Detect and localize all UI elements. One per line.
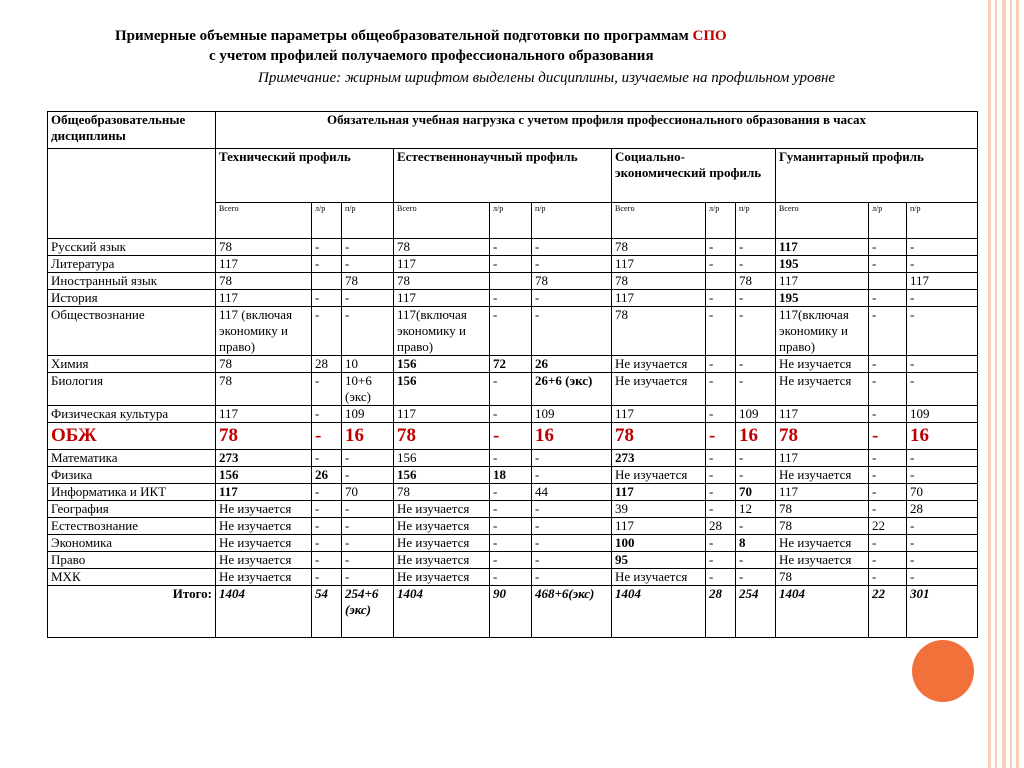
hours-cell-technical-practical: 16 bbox=[342, 423, 394, 450]
hours-cell-socio-economic-lab: - bbox=[706, 256, 736, 273]
subheader-humanities-practical: п/р bbox=[907, 203, 978, 239]
hours-cell-socio-economic-total: 117 bbox=[612, 256, 706, 273]
hours-cell-humanities-lab: - bbox=[869, 450, 907, 467]
hours-cell-socio-economic-total: 117 bbox=[612, 484, 706, 501]
hours-cell-natural-science-lab: - bbox=[490, 373, 532, 406]
hours-cell-technical-total: 78 bbox=[216, 356, 312, 373]
discipline-name: Право bbox=[48, 552, 216, 569]
hours-cell-humanities-practical: - bbox=[907, 356, 978, 373]
hours-cell-technical-lab: - bbox=[312, 256, 342, 273]
hours-cell-technical-lab: - bbox=[312, 569, 342, 586]
hours-cell-socio-economic-total: Не изучается bbox=[612, 356, 706, 373]
hours-cell-socio-economic-lab: - bbox=[706, 501, 736, 518]
hours-cell-socio-economic-total: 117 bbox=[612, 290, 706, 307]
hours-cell-humanities-lab: - bbox=[869, 239, 907, 256]
hours-cell-humanities-practical: - bbox=[907, 518, 978, 535]
hours-cell-technical-total: 117 bbox=[216, 290, 312, 307]
hours-cell-humanities-total: 195 bbox=[776, 290, 869, 307]
hours-cell-natural-science-total: 117 bbox=[394, 256, 490, 273]
hours-cell-technical-total: 273 bbox=[216, 450, 312, 467]
hours-cell-socio-economic-lab: - bbox=[706, 423, 736, 450]
hours-cell-socio-economic-practical: - bbox=[736, 552, 776, 569]
hours-cell-technical-practical: 10 bbox=[342, 356, 394, 373]
profile-natural-science: Естественнонаучный профиль bbox=[394, 149, 612, 203]
discipline-name: Математика bbox=[48, 450, 216, 467]
hours-cell-socio-economic-total: 78 bbox=[612, 239, 706, 256]
hours-cell-socio-economic-total: Не изучается bbox=[612, 373, 706, 406]
hours-cell-humanities-total: 195 bbox=[776, 256, 869, 273]
hours-cell-socio-economic-practical: - bbox=[736, 467, 776, 484]
hours-cell-natural-science-practical: 109 bbox=[532, 406, 612, 423]
hours-cell-humanities-lab: - bbox=[869, 290, 907, 307]
table-row bbox=[48, 307, 978, 356]
hours-cell-technical-lab: - bbox=[312, 373, 342, 406]
hours-cell-technical-practical: - bbox=[342, 518, 394, 535]
hours-cell-socio-economic-total: 117 bbox=[612, 406, 706, 423]
subheader-technical-total: Всего bbox=[216, 203, 312, 239]
hours-cell-humanities-total: Не изучается bbox=[776, 535, 869, 552]
hours-cell-technical-total: Не изучается bbox=[216, 535, 312, 552]
subheader-natural-science-lab: л/р bbox=[490, 203, 532, 239]
hours-cell-humanities-practical: - bbox=[907, 535, 978, 552]
hours-cell-technical-lab: - bbox=[312, 450, 342, 467]
hours-cell-socio-economic-practical: 16 bbox=[736, 423, 776, 450]
hours-cell-humanities-total: 117 bbox=[776, 273, 869, 290]
hours-cell-technical-practical: - bbox=[342, 467, 394, 484]
subheader-socio-economic-lab: л/р bbox=[706, 203, 736, 239]
hours-cell-technical-lab: - bbox=[312, 290, 342, 307]
hours-cell-natural-science-lab: - bbox=[490, 307, 532, 356]
hours-cell-technical-lab: - bbox=[312, 518, 342, 535]
hours-cell-humanities-practical: - bbox=[907, 552, 978, 569]
total-cell-socio-economic-practical: 254 bbox=[736, 586, 776, 638]
hours-cell-natural-science-practical: - bbox=[532, 239, 612, 256]
hours-cell-technical-practical: - bbox=[342, 501, 394, 518]
hours-cell-humanities-total: Не изучается bbox=[776, 467, 869, 484]
table-row bbox=[48, 373, 978, 406]
hours-cell-socio-economic-lab: - bbox=[706, 356, 736, 373]
hours-cell-socio-economic-practical: - bbox=[736, 373, 776, 406]
hours-cell-natural-science-total: Не изучается bbox=[394, 518, 490, 535]
hours-cell-natural-science-practical: - bbox=[532, 290, 612, 307]
table-row bbox=[48, 239, 978, 256]
hours-cell-natural-science-total: 117(включая экономику и право) bbox=[394, 307, 490, 356]
hours-cell-technical-lab: - bbox=[312, 307, 342, 356]
hours-cell-technical-practical: - bbox=[342, 307, 394, 356]
hours-cell-natural-science-practical: - bbox=[532, 535, 612, 552]
hours-cell-technical-total: 117 (включая экономику и право) bbox=[216, 307, 312, 356]
hours-cell-humanities-lab: - bbox=[869, 569, 907, 586]
hours-cell-technical-total: 156 bbox=[216, 467, 312, 484]
hours-cell-humanities-lab: - bbox=[869, 356, 907, 373]
hours-cell-socio-economic-practical: - bbox=[736, 239, 776, 256]
total-cell-technical-total: 1404 bbox=[216, 586, 312, 638]
total-cell-socio-economic-lab: 28 bbox=[706, 586, 736, 638]
hours-cell-technical-lab bbox=[312, 273, 342, 290]
hours-cell-socio-economic-lab: - bbox=[706, 406, 736, 423]
hours-cell-natural-science-total: Не изучается bbox=[394, 552, 490, 569]
discipline-name: Иностранный язык bbox=[48, 273, 216, 290]
hours-cell-humanities-total: 117 bbox=[776, 406, 869, 423]
hours-cell-technical-practical: - bbox=[342, 256, 394, 273]
hours-cell-socio-economic-total: 78 bbox=[612, 307, 706, 356]
discipline-name: География bbox=[48, 501, 216, 518]
hours-cell-natural-science-lab: - bbox=[490, 535, 532, 552]
table-row bbox=[48, 569, 978, 586]
hours-cell-natural-science-total: 156 bbox=[394, 356, 490, 373]
hours-cell-humanities-lab: - bbox=[869, 467, 907, 484]
hours-cell-technical-lab: - bbox=[312, 484, 342, 501]
hours-cell-socio-economic-practical: - bbox=[736, 518, 776, 535]
hours-cell-natural-science-total: 156 bbox=[394, 467, 490, 484]
hours-cell-technical-practical: - bbox=[342, 552, 394, 569]
hours-cell-humanities-total: 78 bbox=[776, 423, 869, 450]
hours-table bbox=[47, 111, 978, 638]
table-row bbox=[48, 256, 978, 273]
hours-cell-natural-science-practical: 26 bbox=[532, 356, 612, 373]
hours-cell-humanities-practical: 117 bbox=[907, 273, 978, 290]
hours-cell-natural-science-total: 78 bbox=[394, 273, 490, 290]
total-cell-technical-practical: 254+6 (экс) bbox=[342, 586, 394, 638]
hours-cell-natural-science-lab: 72 bbox=[490, 356, 532, 373]
hours-cell-humanities-total: 78 bbox=[776, 518, 869, 535]
hours-cell-natural-science-lab: - bbox=[490, 569, 532, 586]
hours-cell-technical-total: 78 bbox=[216, 239, 312, 256]
hours-cell-socio-economic-lab: - bbox=[706, 239, 736, 256]
hours-cell-humanities-practical: - bbox=[907, 239, 978, 256]
hours-cell-humanities-practical: - bbox=[907, 373, 978, 406]
table-row bbox=[48, 290, 978, 307]
hours-cell-socio-economic-total: 95 bbox=[612, 552, 706, 569]
subheader-humanities-total: Всего bbox=[776, 203, 869, 239]
hours-cell-humanities-lab: - bbox=[869, 256, 907, 273]
hours-cell-socio-economic-practical: - bbox=[736, 450, 776, 467]
hours-cell-socio-economic-practical: - bbox=[736, 256, 776, 273]
hours-cell-humanities-lab: - bbox=[869, 406, 907, 423]
total-row bbox=[48, 586, 978, 638]
hours-cell-humanities-total: 78 bbox=[776, 569, 869, 586]
hours-cell-natural-science-practical: - bbox=[532, 450, 612, 467]
hours-cell-humanities-lab: - bbox=[869, 484, 907, 501]
hours-cell-technical-lab: - bbox=[312, 406, 342, 423]
table-row bbox=[48, 518, 978, 535]
title-line-2: с учетом профилей получаемого профессионального образования bbox=[209, 48, 654, 64]
table-row bbox=[48, 356, 978, 373]
hours-cell-socio-economic-lab: - bbox=[706, 467, 736, 484]
decorative-stripes bbox=[984, 0, 1024, 768]
title-line-1: Примерные объемные параметры общеобразовательной подготовки по программам СПО bbox=[115, 28, 727, 44]
discipline-name: История bbox=[48, 290, 216, 307]
total-cell-humanities-total: 1404 bbox=[776, 586, 869, 638]
hours-cell-technical-total: 78 bbox=[216, 273, 312, 290]
hours-cell-natural-science-total: 78 bbox=[394, 484, 490, 501]
discipline-name: Физическая культура bbox=[48, 406, 216, 423]
hours-cell-natural-science-practical: 16 bbox=[532, 423, 612, 450]
hours-cell-socio-economic-lab: - bbox=[706, 290, 736, 307]
table-row bbox=[48, 423, 978, 450]
hours-cell-natural-science-total: 156 bbox=[394, 450, 490, 467]
hours-cell-humanities-lab: 22 bbox=[869, 518, 907, 535]
hours-cell-humanities-total: Не изучается bbox=[776, 373, 869, 406]
hours-cell-technical-practical: - bbox=[342, 239, 394, 256]
hours-cell-socio-economic-practical: - bbox=[736, 356, 776, 373]
discipline-name: Экономика bbox=[48, 535, 216, 552]
hours-cell-technical-practical: 70 bbox=[342, 484, 394, 501]
table-row bbox=[48, 535, 978, 552]
subheader-humanities-lab: л/р bbox=[869, 203, 907, 239]
hours-cell-socio-economic-practical: 70 bbox=[736, 484, 776, 501]
hours-cell-technical-lab: - bbox=[312, 535, 342, 552]
hours-cell-technical-lab: - bbox=[312, 501, 342, 518]
hours-cell-technical-total: 117 bbox=[216, 484, 312, 501]
hours-cell-humanities-total: 117(включая экономику и право) bbox=[776, 307, 869, 356]
hours-cell-humanities-practical: - bbox=[907, 256, 978, 273]
table-row bbox=[48, 406, 978, 423]
header-blank bbox=[48, 149, 216, 239]
hours-cell-natural-science-total: Не изучается bbox=[394, 535, 490, 552]
hours-cell-socio-economic-lab: - bbox=[706, 484, 736, 501]
subheader-technical-practical: п/р bbox=[342, 203, 394, 239]
hours-cell-technical-practical: 10+6 (экс) bbox=[342, 373, 394, 406]
hours-cell-humanities-total: 117 bbox=[776, 450, 869, 467]
hours-cell-natural-science-total: 78 bbox=[394, 239, 490, 256]
hours-cell-humanities-total: 117 bbox=[776, 484, 869, 501]
note: Примечание: жирным шрифтом выделены дисциплины, изучаемые на профильном уровне bbox=[258, 70, 836, 86]
hours-cell-natural-science-practical: - bbox=[532, 256, 612, 273]
table-row bbox=[48, 552, 978, 569]
hours-cell-natural-science-total: 78 bbox=[394, 423, 490, 450]
hours-cell-socio-economic-practical: 109 bbox=[736, 406, 776, 423]
hours-cell-humanities-lab: - bbox=[869, 552, 907, 569]
hours-cell-natural-science-practical: 78 bbox=[532, 273, 612, 290]
hours-cell-natural-science-lab: - bbox=[490, 501, 532, 518]
table-row bbox=[48, 484, 978, 501]
hours-cell-technical-total: Не изучается bbox=[216, 501, 312, 518]
hours-cell-natural-science-lab: - bbox=[490, 423, 532, 450]
total-cell-natural-science-total: 1404 bbox=[394, 586, 490, 638]
header-disciplines: Общеобразовательные дисциплины bbox=[48, 112, 216, 149]
hours-cell-humanities-lab: - bbox=[869, 501, 907, 518]
hours-cell-natural-science-lab: - bbox=[490, 239, 532, 256]
total-cell-technical-lab: 54 bbox=[312, 586, 342, 638]
hours-cell-technical-total: 117 bbox=[216, 406, 312, 423]
hours-cell-technical-lab: 26 bbox=[312, 467, 342, 484]
hours-cell-natural-science-lab: - bbox=[490, 290, 532, 307]
hours-cell-humanities-total: 78 bbox=[776, 501, 869, 518]
hours-cell-humanities-lab: - bbox=[869, 373, 907, 406]
hours-cell-socio-economic-total: 39 bbox=[612, 501, 706, 518]
hours-cell-technical-lab: - bbox=[312, 423, 342, 450]
total-label: Итого: bbox=[48, 586, 216, 638]
hours-cell-natural-science-total: Не изучается bbox=[394, 501, 490, 518]
hours-cell-natural-science-total: Не изучается bbox=[394, 569, 490, 586]
hours-cell-natural-science-total: 156 bbox=[394, 373, 490, 406]
profile-row bbox=[48, 149, 978, 203]
discipline-name: МХК bbox=[48, 569, 216, 586]
hours-cell-socio-economic-practical: 78 bbox=[736, 273, 776, 290]
hours-cell-natural-science-lab: 18 bbox=[490, 467, 532, 484]
hours-cell-technical-total: Не изучается bbox=[216, 518, 312, 535]
hours-cell-humanities-practical: 16 bbox=[907, 423, 978, 450]
hours-cell-socio-economic-total: 78 bbox=[612, 273, 706, 290]
hours-cell-technical-total: Не изучается bbox=[216, 569, 312, 586]
table-row bbox=[48, 450, 978, 467]
hours-cell-humanities-lab: - bbox=[869, 535, 907, 552]
discipline-name: ОБЖ bbox=[48, 423, 216, 450]
hours-cell-technical-practical: - bbox=[342, 290, 394, 307]
hours-cell-socio-economic-total: Не изучается bbox=[612, 569, 706, 586]
hours-cell-natural-science-lab: - bbox=[490, 256, 532, 273]
hours-cell-socio-economic-lab: - bbox=[706, 373, 736, 406]
hours-cell-socio-economic-lab: - bbox=[706, 535, 736, 552]
hours-cell-natural-science-practical: - bbox=[532, 467, 612, 484]
table-row bbox=[48, 501, 978, 518]
hours-cell-socio-economic-lab: - bbox=[706, 450, 736, 467]
profile-technical: Технический профиль bbox=[216, 149, 394, 203]
hours-cell-technical-total: 117 bbox=[216, 256, 312, 273]
hours-cell-natural-science-lab: - bbox=[490, 450, 532, 467]
hours-cell-natural-science-practical: - bbox=[532, 552, 612, 569]
discipline-name: Обществознание bbox=[48, 307, 216, 356]
discipline-name: Информатика и ИКТ bbox=[48, 484, 216, 501]
hours-cell-natural-science-lab bbox=[490, 273, 532, 290]
subheader-technical-lab: л/р bbox=[312, 203, 342, 239]
hours-cell-humanities-total: Не изучается bbox=[776, 552, 869, 569]
hours-cell-technical-practical: 109 bbox=[342, 406, 394, 423]
discipline-name: Естествознание bbox=[48, 518, 216, 535]
hours-cell-humanities-practical: 70 bbox=[907, 484, 978, 501]
subheader-socio-economic-total: Всего bbox=[612, 203, 706, 239]
hours-cell-technical-lab: - bbox=[312, 239, 342, 256]
hours-cell-natural-science-total: 117 bbox=[394, 406, 490, 423]
hours-cell-socio-economic-lab: 28 bbox=[706, 518, 736, 535]
hours-cell-natural-science-practical: - bbox=[532, 501, 612, 518]
hours-cell-technical-practical: - bbox=[342, 535, 394, 552]
hours-cell-natural-science-practical: - bbox=[532, 307, 612, 356]
hours-cell-natural-science-practical: - bbox=[532, 518, 612, 535]
total-cell-natural-science-practical: 468+6(экс) bbox=[532, 586, 612, 638]
discipline-name: Биология bbox=[48, 373, 216, 406]
hours-cell-technical-practical: - bbox=[342, 569, 394, 586]
hours-cell-natural-science-lab: - bbox=[490, 484, 532, 501]
hours-cell-humanities-lab bbox=[869, 273, 907, 290]
hours-cell-natural-science-total: 117 bbox=[394, 290, 490, 307]
hours-cell-technical-total: Не изучается bbox=[216, 552, 312, 569]
hours-cell-technical-lab: 28 bbox=[312, 356, 342, 373]
hours-cell-socio-economic-total: 117 bbox=[612, 518, 706, 535]
total-cell-humanities-lab: 22 bbox=[869, 586, 907, 638]
hours-cell-technical-total: 78 bbox=[216, 423, 312, 450]
hours-cell-socio-economic-total: Не изучается bbox=[612, 467, 706, 484]
hours-cell-humanities-practical: 109 bbox=[907, 406, 978, 423]
hours-cell-socio-economic-lab: - bbox=[706, 307, 736, 356]
table-row bbox=[48, 467, 978, 484]
hours-cell-humanities-practical: - bbox=[907, 307, 978, 356]
hours-cell-socio-economic-total: 78 bbox=[612, 423, 706, 450]
hours-cell-socio-economic-practical: - bbox=[736, 307, 776, 356]
hours-cell-natural-science-practical: - bbox=[532, 569, 612, 586]
hours-cell-socio-economic-lab bbox=[706, 273, 736, 290]
table-row bbox=[48, 273, 978, 290]
hours-cell-humanities-practical: - bbox=[907, 569, 978, 586]
hours-cell-technical-practical: 78 bbox=[342, 273, 394, 290]
decorative-circle bbox=[912, 640, 974, 702]
total-cell-natural-science-lab: 90 bbox=[490, 586, 532, 638]
hours-cell-humanities-practical: 28 bbox=[907, 501, 978, 518]
hours-cell-socio-economic-lab: - bbox=[706, 569, 736, 586]
discipline-name: Литература bbox=[48, 256, 216, 273]
hours-cell-socio-economic-total: 100 bbox=[612, 535, 706, 552]
hours-cell-socio-economic-total: 273 bbox=[612, 450, 706, 467]
hours-cell-humanities-total: Не изучается bbox=[776, 356, 869, 373]
hours-cell-technical-total: 78 bbox=[216, 373, 312, 406]
hours-cell-socio-economic-practical: - bbox=[736, 569, 776, 586]
total-cell-socio-economic-total: 1404 bbox=[612, 586, 706, 638]
hours-cell-socio-economic-practical: - bbox=[736, 290, 776, 307]
hours-cell-natural-science-lab: - bbox=[490, 406, 532, 423]
hours-cell-humanities-total: 117 bbox=[776, 239, 869, 256]
hours-cell-natural-science-lab: - bbox=[490, 518, 532, 535]
hours-cell-technical-lab: - bbox=[312, 552, 342, 569]
discipline-name: Физика bbox=[48, 467, 216, 484]
discipline-name: Химия bbox=[48, 356, 216, 373]
hours-cell-natural-science-practical: 26+6 (экс) bbox=[532, 373, 612, 406]
subheader-socio-economic-practical: п/р bbox=[736, 203, 776, 239]
hours-cell-socio-economic-practical: 12 bbox=[736, 501, 776, 518]
header-load: Обязательная учебная нагрузка с учетом профиля профессионального образования в часах bbox=[216, 112, 978, 149]
hours-cell-technical-practical: - bbox=[342, 450, 394, 467]
hours-cell-humanities-lab: - bbox=[869, 307, 907, 356]
hours-cell-humanities-practical: - bbox=[907, 450, 978, 467]
hours-cell-socio-economic-lab: - bbox=[706, 552, 736, 569]
hours-cell-natural-science-practical: 44 bbox=[532, 484, 612, 501]
profile-humanities: Гуманитарный профиль bbox=[776, 149, 978, 203]
hours-cell-humanities-practical: - bbox=[907, 467, 978, 484]
hours-cell-humanities-lab: - bbox=[869, 423, 907, 450]
hours-cell-natural-science-lab: - bbox=[490, 552, 532, 569]
total-cell-humanities-practical: 301 bbox=[907, 586, 978, 638]
discipline-name: Русский язык bbox=[48, 239, 216, 256]
hours-cell-humanities-practical: - bbox=[907, 290, 978, 307]
hours-cell-socio-economic-practical: 8 bbox=[736, 535, 776, 552]
subheader-natural-science-practical: п/р bbox=[532, 203, 612, 239]
subheader-natural-science-total: Всего bbox=[394, 203, 490, 239]
title-accent: СПО bbox=[692, 28, 727, 44]
profile-socio-economic: Социально-экономический профиль bbox=[612, 149, 776, 203]
